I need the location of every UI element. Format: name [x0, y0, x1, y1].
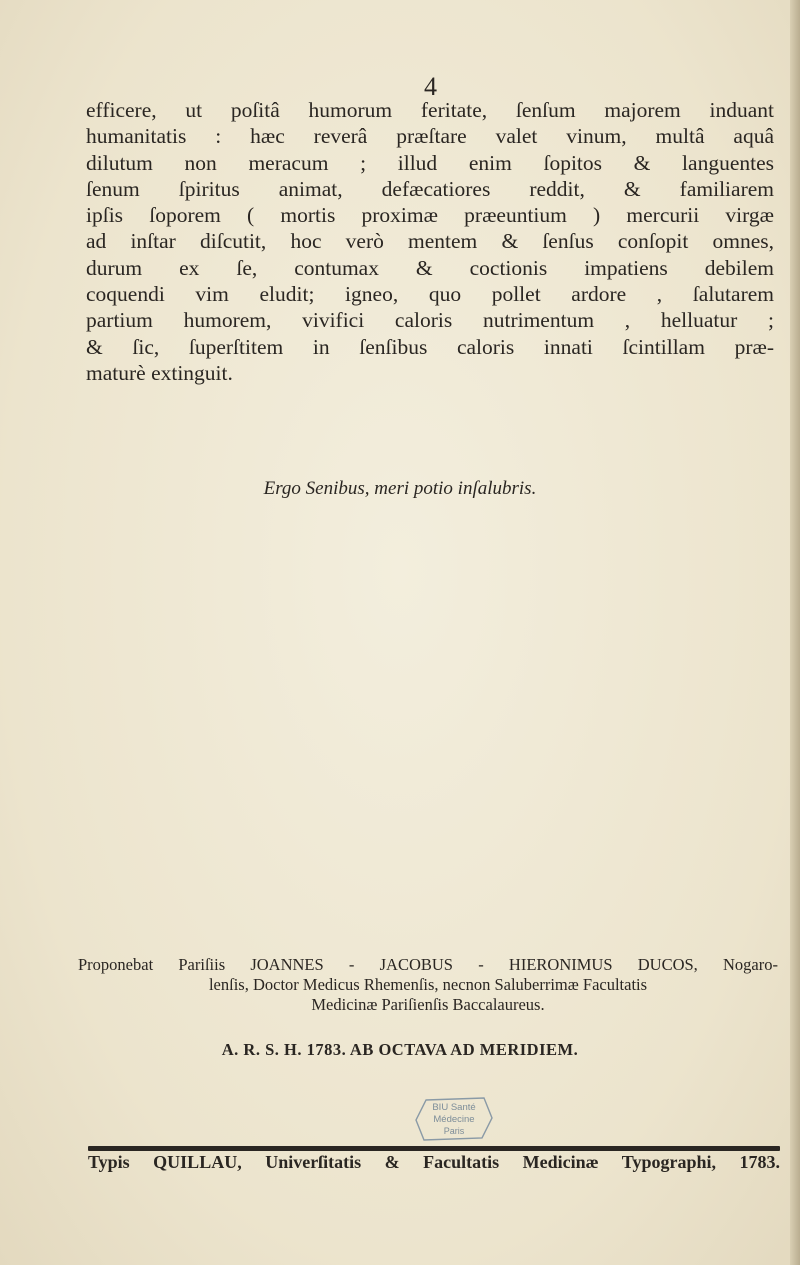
proposition-line: Proponebat Pariſiis JOANNES - JACOBUS - HIERONIMUS DUCOS, Nogaro-	[78, 955, 778, 974]
body-line: coquendi vim eludit; igneo, quo pollet ardore , ſalutarem	[86, 282, 774, 307]
body-line: maturè extinguit.	[86, 360, 233, 385]
proposition-line: lenſis, Doctor Medicus Rhemenſis, necnon Saluberrimæ Facultatis	[208, 975, 648, 994]
page-number: 4	[424, 72, 437, 101]
body-line: efficere, ut poſitâ humorum feritate, ſenſum majorem induant	[86, 98, 774, 122]
stamp-line: Paris	[443, 1126, 465, 1136]
body-line: partium humorem, vivifici caloris nutrimentum , helluatur ;	[86, 308, 774, 333]
body-line: humanitatis : hæc reverâ præſtare valet vinum, multâ aquâ	[86, 124, 774, 149]
proposition-block	[78, 955, 778, 1015]
stamp-line: BIU Santé	[432, 1102, 476, 1113]
conclusion-statement: Ergo Senibus, meri potio inſalubris.	[263, 478, 537, 499]
body-line: dilutum non meracum ; illud enim ſopitos & languentes	[86, 150, 774, 175]
body-line: ad inſtar diſcutit, hoc verò mentem & ſenſus conſopit omnes,	[86, 229, 774, 254]
body-line: ipſis ſoporem ( mortis proximæ præeuntium ) mercurii virgæ	[86, 203, 774, 228]
library-stamp-icon	[412, 1094, 494, 1142]
body-line: & ſic, ſuperſtitem in ſenſibus caloris innati ſcintillam præ-	[86, 334, 774, 359]
body-line: durum ex ſe, contumax & coctionis impatiens debilem	[86, 255, 774, 280]
body-paragraph	[86, 97, 774, 386]
horizontal-rule	[88, 1146, 780, 1151]
body-line: ſenum ſpiritus animat, defæcatiores reddit, & familiarem	[86, 176, 774, 201]
date-line: A. R. S. H. 1783. AB OCTAVA AD MERIDIEM.	[221, 1040, 579, 1059]
page-edge-shadow	[790, 0, 800, 1265]
printer-imprint: Typis QUILLAU, Univerſitatis & Facultatis Medicinæ Typographi, 1783.	[88, 1152, 780, 1172]
proposition-line: Medicinæ Pariſienſis Baccalaureus.	[311, 995, 545, 1014]
stamp-line: Médecine	[433, 1114, 475, 1125]
